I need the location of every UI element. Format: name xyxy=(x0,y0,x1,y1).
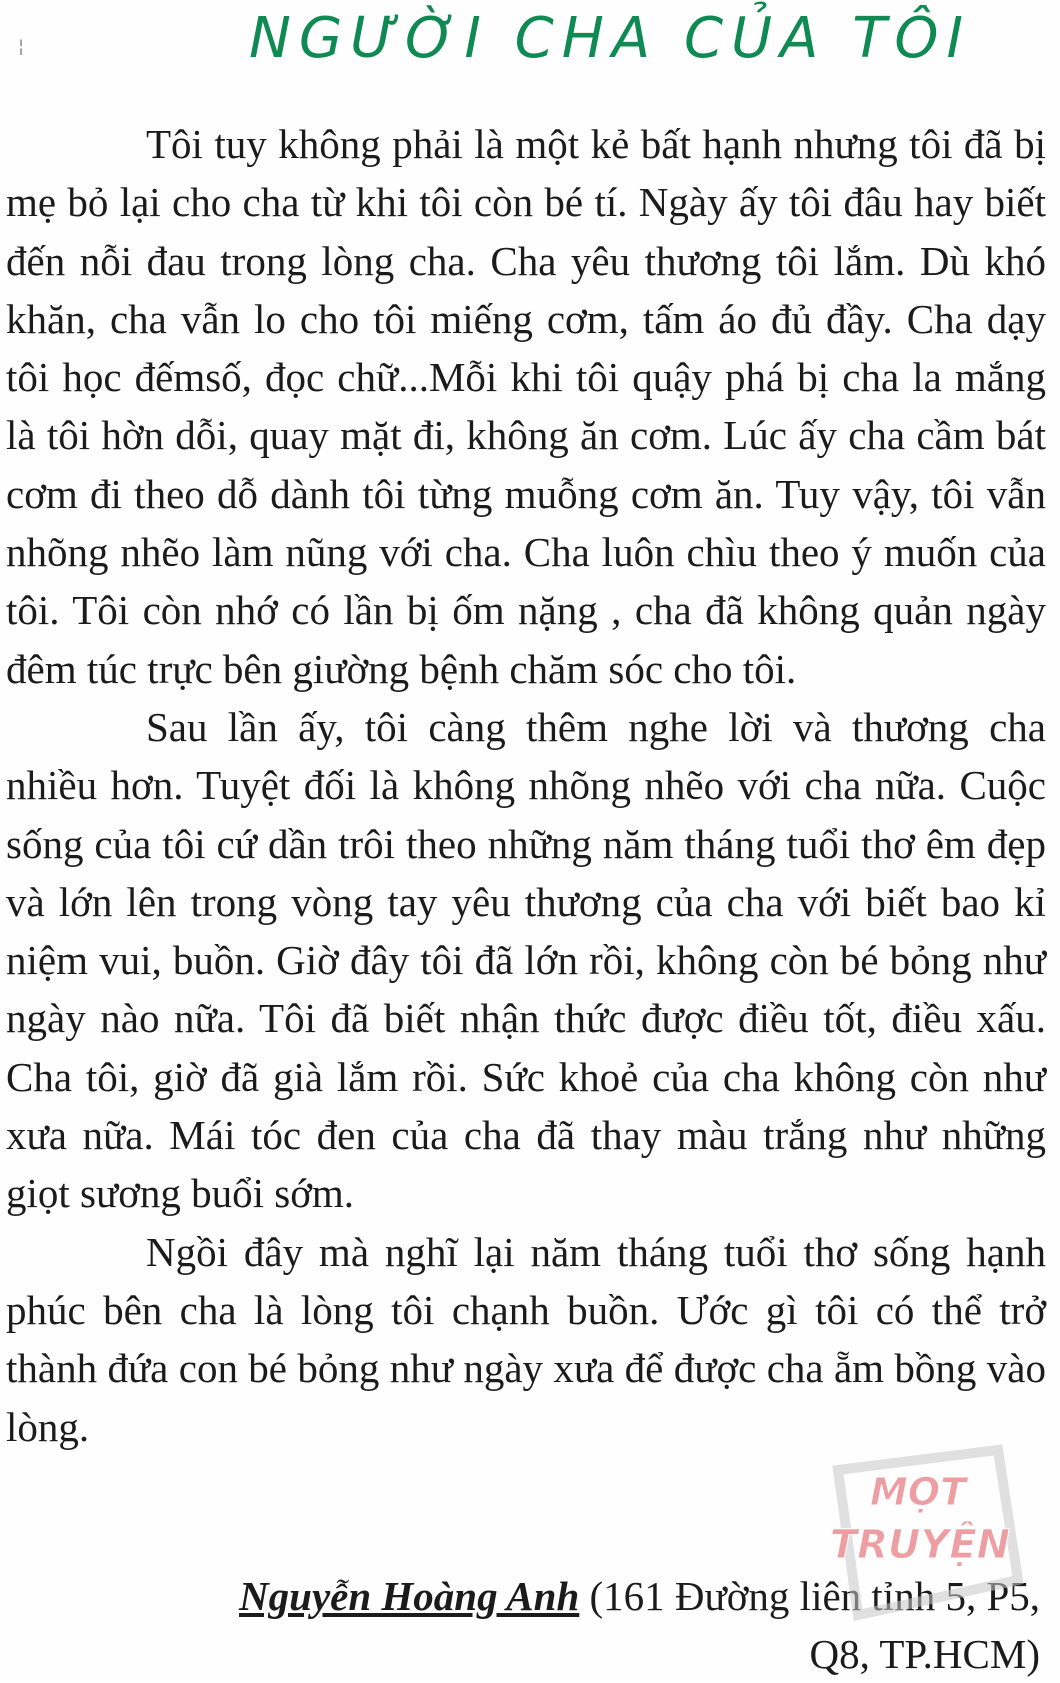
signature-line-2: Q8, TP.HCM) xyxy=(809,1631,1040,1677)
watermark-text-1: MỌT xyxy=(869,1470,967,1514)
scan-mark: ¦ xyxy=(18,36,25,57)
paragraph-1: Tôi tuy không phải là một kẻ bất hạnh nhưng tôi đã bị mẹ bỏ lại cho cha từ khi tôi còn bé tí. Ngày ấy tôi đâu hay biết đến nỗi đau trong lòng cha. Cha yêu thương tôi lắm. Dù khó khăn, cha vẫn lo cho tôi miếng cơm, tấm áo đủ đầy. Cha dạy tôi học đếmsố, đọc chữ...Mỗi khi tôi quậy phá bị cha la mắng là tôi hờn dỗi, quay mặt đi, không ăn cơm. Lúc ấy cha cầm bát cơm đi theo dỗ dành tôi từng muỗng cơm ăn. Tuy vậy, tôi vẫn nhõng nhẽo làm nũng với cha. Cha luôn chìu theo ý muốn của tôi. Tôi còn nhớ có lần bị ốm nặng , cha đã không quản ngày đêm túc trực bên giường bệnh chăm sóc cho tôi. xyxy=(6,121,1046,692)
page-title: NGƯỜI CHA CỦA TÔI xyxy=(248,6,971,71)
paragraph-2: Sau lần ấy, tôi càng thêm nghe lời và thương cha nhiều hơn. Tuyệt đối là không nhõng nhẽo với cha nữa. Cuộc sống của tôi cứ dần trôi theo những năm tháng tuổi thơ êm đẹp và lớn lên trong vòng tay yêu thương của cha với biết bao kỉ niệm vui, buồn. Giờ đây tôi đã lớn rồi, không còn bé bỏng như ngày nào nữa. Tôi đã biết nhận thức được điều tốt, điều xấu. Cha tôi, giờ đã già lắm rồi. Sức khoẻ của cha không còn như xưa nữa. Mái tóc đen của cha đã thay màu trắng như những giọt sương buổi sớm. xyxy=(6,703,1046,1217)
article-body xyxy=(6,115,1046,1456)
paragraph-3: Ngồi đây mà nghĩ lại năm tháng tuổi thơ sống hạnh phúc bên cha là lòng tôi chạnh buồn. Ước gì tôi có thể trở thành đứa con bé bỏng như ngày xưa để được cha ẵm bồng vào lòng. xyxy=(6,1228,1046,1450)
watermark-text-2: TRUYỆN xyxy=(829,1522,1011,1568)
watermark-logo-icon xyxy=(808,1430,1028,1630)
author-name: Nguyễn Hoàng Anh xyxy=(239,1573,580,1619)
author-address-1: (161 Đường liên tỉnh 5, P5, xyxy=(579,1573,1040,1619)
